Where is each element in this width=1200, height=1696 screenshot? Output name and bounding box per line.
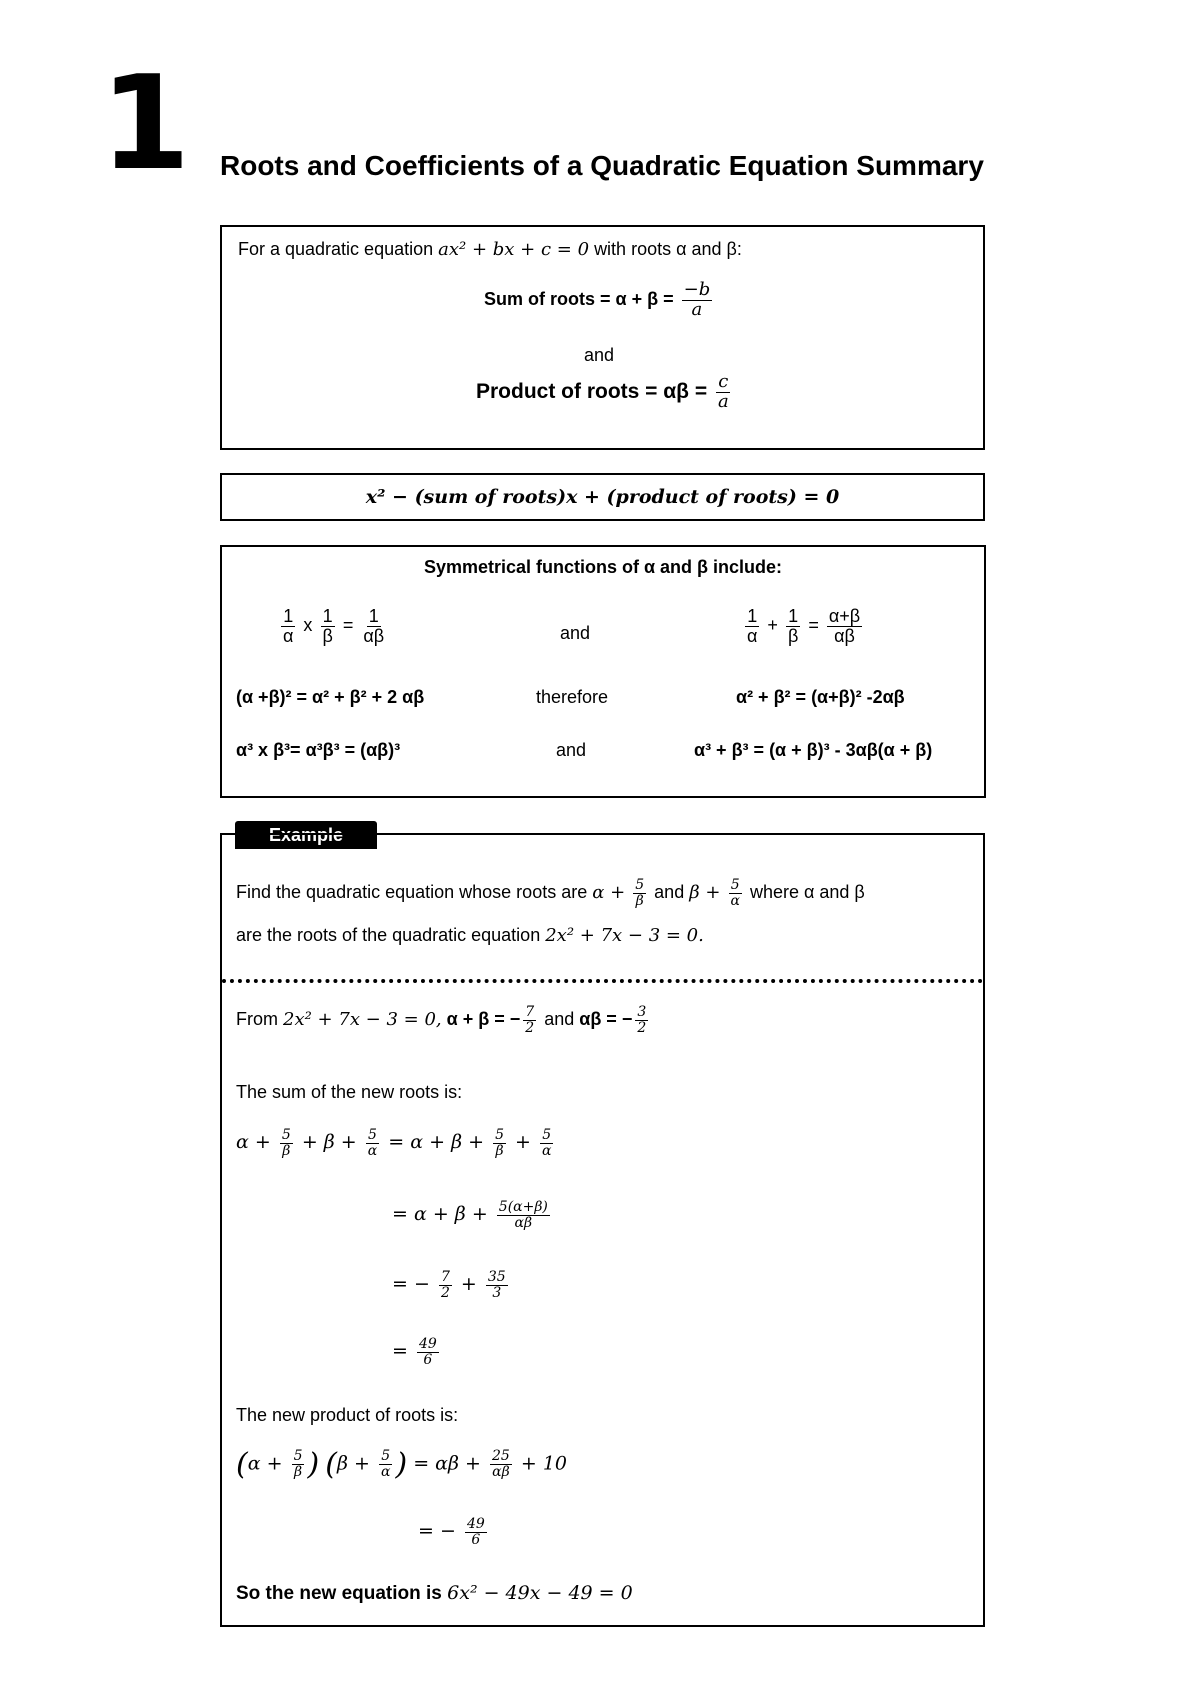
chapter-number: 1: [100, 47, 187, 199]
sum-of-roots-formula: Sum of roots = α + β = $\frac{-b}{a}$: [484, 279, 711, 320]
page-title: Roots and Coefficients of a Quadratic Equation Summary: [220, 150, 984, 181]
sum-line-d: = $\frac{49}{6}$: [392, 1336, 437, 1368]
conclusion: So the new equation is 6x² − 49x − 49 = 0: [236, 1582, 633, 1604]
example-box: [220, 833, 985, 1627]
example-tab: Example: [235, 821, 377, 849]
product-of-roots-formula: Product of roots = αβ = $\frac{c}{a}$: [476, 371, 729, 412]
product-of-cubes: α³ x β³= α³β³ = (αβ)³: [236, 740, 401, 760]
product-line-e: (α + $\frac{5}{\beta}$ ) (β + $\frac{5}{\alpha}$ ) = αβ + $\frac{25}{\alpha\beta}$ + 10: [236, 1447, 567, 1482]
sum-line-a: α + $\frac{5}{\beta}$ + β + $\frac{5}{\alpha}$ = α + β + $\frac{5}{\beta}$ + $\frac{5}{\alpha}$: [236, 1127, 552, 1159]
product-line-f: = − $\frac{49}{6}$: [418, 1516, 485, 1548]
quadratic-general-form: ax² + bx + c = 0: [438, 239, 590, 260]
product-heading: The new product of roots is:: [236, 1405, 459, 1425]
definition-intro: For a quadratic equation ax² + bx + c = 0 with roots α and β:: [238, 239, 742, 260]
sum-line-b: = α + β + $\frac{5(\alpha+\beta)}{\alpha\beta}$: [392, 1199, 548, 1231]
reciprocal-product: $\frac{1}{\alpha}$ x $\frac{1}{\beta}$ = $\frac{1}{\alpha\beta}$: [283, 606, 385, 646]
question-answer-divider: [222, 979, 983, 983]
solution-from-line: From 2x² + 7x − 3 = 0, α + β = − $\frac{7}{2}$ and αβ = − $\frac{3}{2}$: [236, 1004, 647, 1036]
example-question-line2: are the roots of the quadratic equation 2x² + 7x − 3 = 0.: [236, 925, 704, 946]
quadratic-from-roots-box: [220, 473, 985, 521]
sum-of-cubes: α³ + β³ = (α + β)³ - 3αβ(α + β): [694, 740, 933, 760]
and-text: and: [560, 623, 591, 643]
sum-line-c: = − $\frac{7}{2}$ + $\frac{35}{3}$: [392, 1269, 506, 1301]
and-text: and: [584, 345, 615, 365]
and-text: and: [556, 740, 587, 760]
symmetrical-functions-heading: Symmetrical functions of α and β include:: [423, 557, 783, 577]
definition-box: [220, 225, 985, 450]
quadratic-from-roots-equation: x² − (sum of roots)x + (product of roots) = 0: [365, 486, 840, 508]
square-of-sum: (α +β)² = α² + β² + 2 αβ: [236, 687, 425, 707]
symmetrical-functions-box: [220, 545, 986, 798]
example-question-line1: Find the quadratic equation whose roots are α + $\frac{5}{\beta}$ and β + $\frac{5}{\alpha}$ where α and β: [236, 877, 865, 909]
sum-of-squares: α² + β² = (α+β)² -2αβ: [736, 687, 905, 707]
reciprocal-sum: $\frac{1}{\alpha}$ + $\frac{1}{\beta}$ = $\frac{\alpha+\beta}{\alpha\beta}$: [747, 606, 861, 646]
therefore-text: therefore: [536, 687, 609, 707]
sum-heading: The sum of the new roots is:: [236, 1082, 463, 1102]
